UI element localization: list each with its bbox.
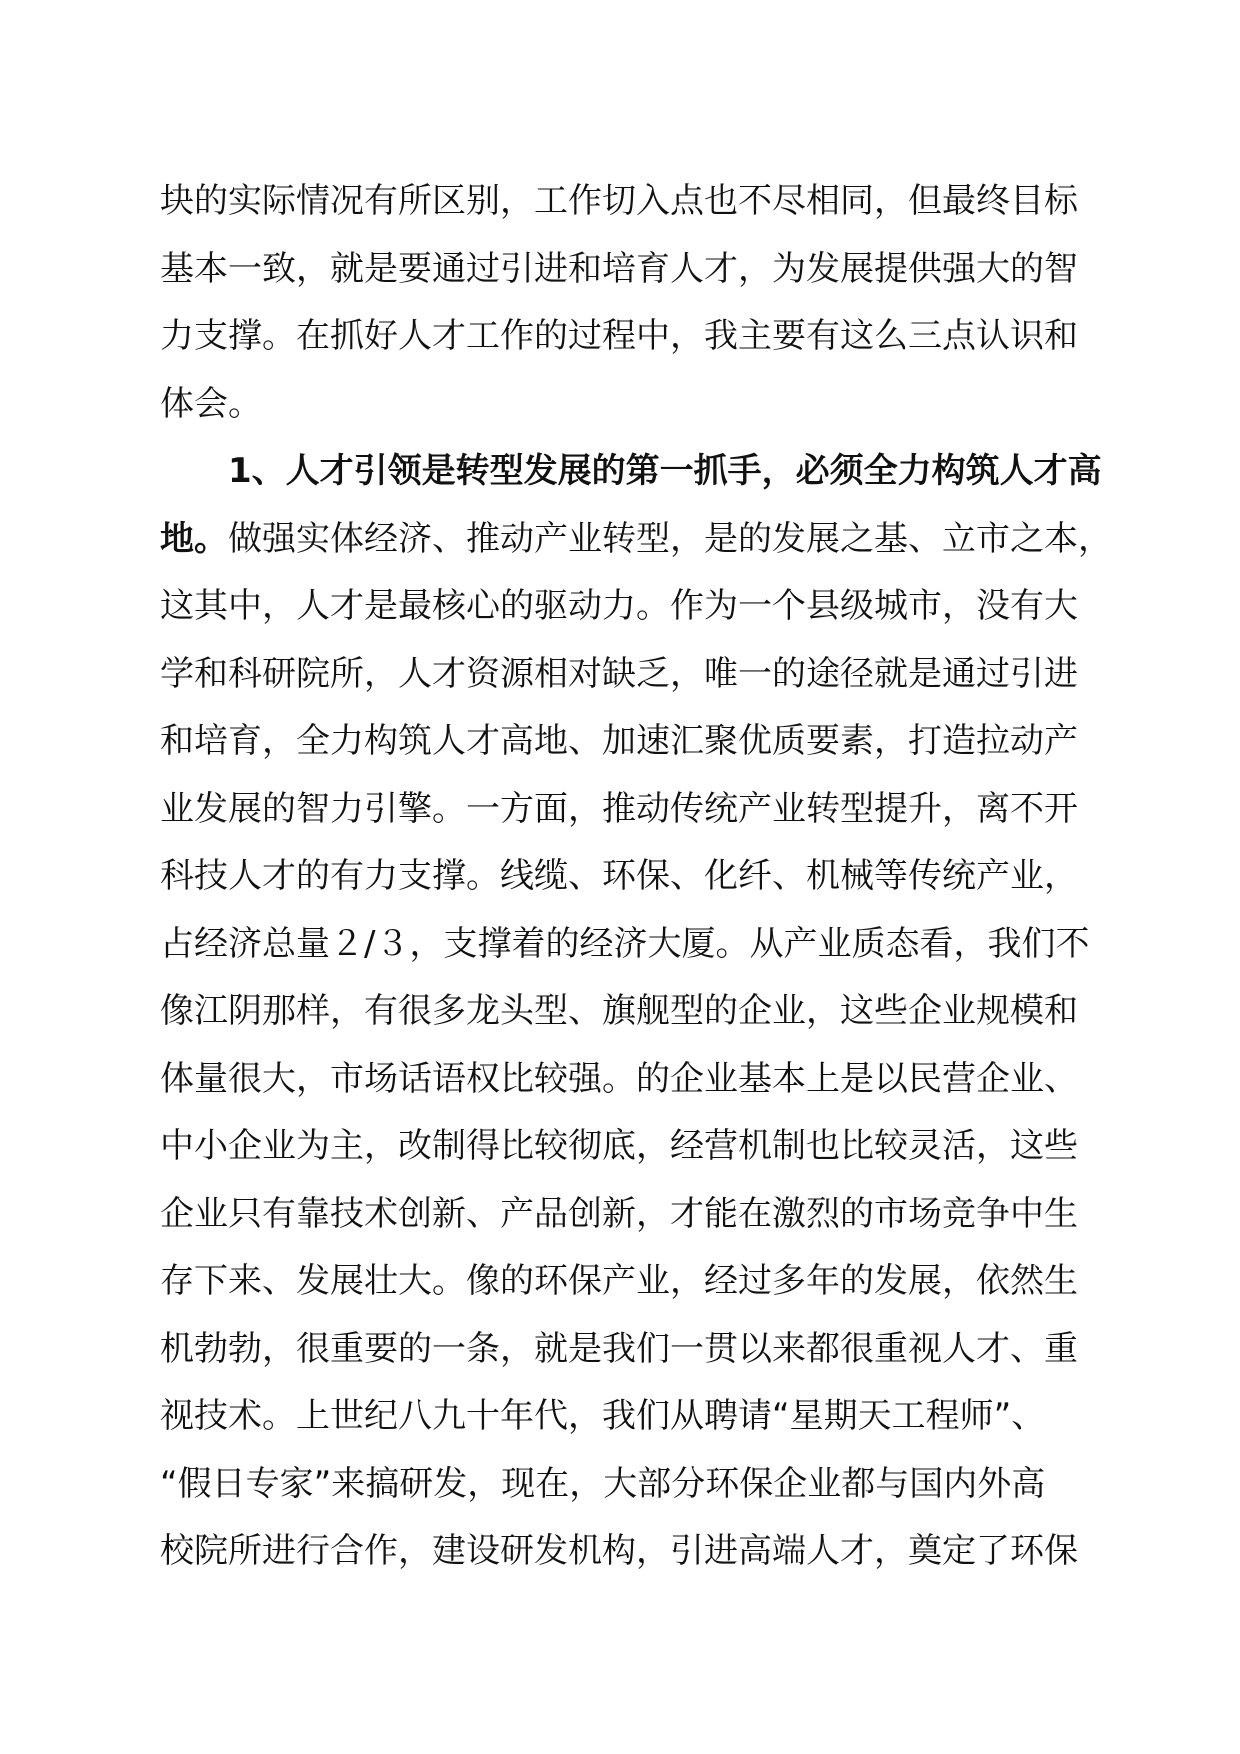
text-line: 和培育，全力构筑人才高地、加速汇聚优质要素，打造拉动产 xyxy=(160,721,1078,761)
text-segment: 做强实体经济、推动产业转型，是的发展之基、立市之本， xyxy=(228,518,1112,559)
text-line xyxy=(160,506,1112,574)
document-body xyxy=(160,168,1112,1586)
text-line: 体量很大，市场话语权比较强。的企业基本上是以民营企业、 xyxy=(160,1058,1078,1099)
text-line: 机勃勃，很重要的一条，就是我们一贯以来都很重视人才、重 xyxy=(160,1328,1078,1369)
text-line: 业发展的智力引擎。一方面，推动传统产业转型提升，离不开 xyxy=(160,788,1078,829)
section-heading-line: 1、人才引领是转型发展的第一抓手，必须全力构筑人才高 xyxy=(228,451,1102,491)
text-line: 占经济总量２/３，支撑着的经济大厦。从产业质态看，我们不 xyxy=(160,923,1090,964)
text-line: 学和科研院所，人才资源相对缺乏，唯一的途径就是通过引进 xyxy=(160,653,1078,694)
text-line: 存下来、发展壮大。像的环保产业，经过多年的发展，依然生 xyxy=(160,1261,1078,1301)
text-line: 视技术。上世纪八九十年代，我们从聘请“星期天工程师”、 xyxy=(160,1396,1046,1436)
text-line: 企业只有靠技术创新、产品创新，才能在激烈的市场竞争中生 xyxy=(160,1193,1078,1234)
text-line: 力支撑。在抓好人才工作的过程中，我主要有这么三点认识和 xyxy=(160,316,1078,356)
text-line: 体会。 xyxy=(160,383,262,424)
text-line: 像江阴那样，有很多龙头型、旗舰型的企业，这些企业规模和 xyxy=(160,991,1078,1031)
section-heading-end: 地。 xyxy=(160,518,228,559)
text-line: 科技人才的有力支撑。线缆、环保、化纤、机械等传统产业， xyxy=(160,856,1078,896)
text-line: 块的实际情况有所区别，工作切入点也不尽相同，但最终目标 xyxy=(160,181,1078,221)
text-line: 中小企业为主，改制得比较彻底，经营机制也比较灵活，这些 xyxy=(160,1126,1078,1166)
text-line: 这其中，人才是最核心的驱动力。作为一个县级城市，没有大 xyxy=(160,586,1078,626)
text-line: 校院所进行合作，建设研发机构，引进高端人才，奠定了环保 xyxy=(160,1531,1078,1571)
text-line: “假日专家”来搞研发，现在，大部分环保企业都与国内外高 xyxy=(160,1463,1046,1504)
text-line: 基本一致，就是要通过引进和培育人才，为发展提供强大的智 xyxy=(160,248,1078,289)
